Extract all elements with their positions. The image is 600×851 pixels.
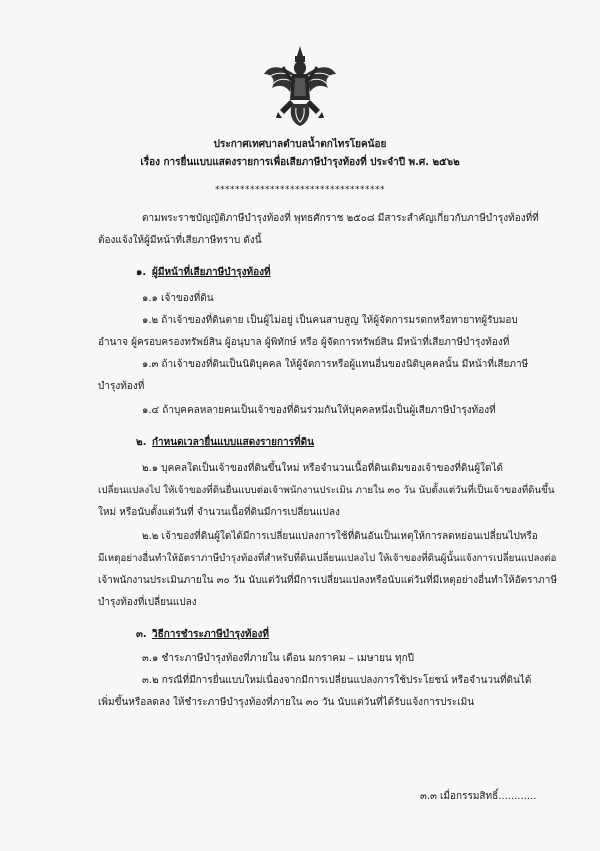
section-1-heading-no: ๑. [136,267,147,278]
intro-line-2: ต้องแจ้งให้ผู้มีหน้าที่เสียภาษีทราบ ดังนี้ [98,235,262,246]
section-1-line: ๑.๔ ถ้าบุคคลหลายคนเป็นเจ้าของที่ดินร่วมกันให้บุคคลหนึ่งเป็นผู้เสียภาษีบำรุงท้องที่ [142,405,496,416]
continuation-note: ๓.๓ เมื่อกรรมสิทธิ์............ [420,791,537,802]
section-3-heading-no: ๓. [136,629,147,640]
separator: ********************************** [215,185,385,195]
section-1-line: ๑.๓ ถ้าเจ้าของที่ดินเป็นนิติบุคคล ให้ผู้จัดการหรือผู้แทนอื่นของนิติบุคคลนั้น มีหน้าที่เสียภาษี [142,359,529,370]
section-1-line: ๑.๒ ถ้าเจ้าของที่ดินตาย เป็นผู้ไม่อยู่ เป็นคนสาบสูญ ให้ผู้จัดการมรดกหรือทายาทผู้รับมอบ [142,315,518,326]
section-2-line: ๒.๑ บุคคลใดเป็นเจ้าของที่ดินขึ้นใหม่ หรือจำนวนเนื้อที่ดินเดิมของเจ้าของที่ดินผู้ใดได้ [142,463,504,474]
document-subject: เรื่อง การยื่นแบบแสดงรายการเพื่อเสียภาษีบำรุงท้องที่ ประจำปี พ.ศ. ๒๕๖๒ [140,157,460,168]
section-2-line: ๒.๒ เจ้าของที่ดินผู้ใดได้มีการเปลี่ยนแปลงการใช้ที่ดินอันเป็นเหตุให้การลดหย่อนเปลี่ยนไปหรือ [142,531,538,542]
section-1-line: บำรุงท้องที่ [98,381,145,392]
section-3-heading: วิธีการชำระภาษีบำรุงท้องที่ [152,629,269,640]
section-2-line: มีเหตุอย่างอื่นทำให้อัตราภาษีบำรุงท้องที่สำหรับที่ดินเปลี่ยนแปลงไป ให้เจ้าของที่ดินผู้นั้นแจ้งการเปลี่ยนแปลงต่อ [98,553,557,564]
document-title: ประกาศเทศบาลตำบลน้ำตกไทรโยคน้อย [213,139,387,150]
section-3-line: ๓.๒ กรณีที่มีการยื่นแบบใหม่เนื่องจากมีการเปลี่ยนแปลงการใช้ประโยชน์ หรือจำนวนที่ดินได้ [142,675,532,686]
intro-line-1: ตามพระราชบัญญัติภาษีบำรุงท้องที่ พุทธศักราช ๒๕๐๘ มีสาระสำคัญเกี่ยวกับภาษีบำรุงท้องที่ที่ [142,213,539,224]
section-3-line: ๓.๑ ชำระภาษีบำรุงท้องที่ภายใน เดือน มกราคม – เมษายน ทุกปี [142,653,415,664]
section-3-line: เพิ่มขึ้นหรือลดลง ให้ชำระภาษีบำรุงท้องที่ภายใน ๓๐ วัน นับแต่วันที่ได้รับแจ้งการประเมิน [98,697,475,708]
section-1-line: ๑.๑ เจ้าของที่ดิน [142,293,214,304]
section-2-heading: กำหนดเวลายื่นแบบแสดงรายการที่ดิน [152,437,314,448]
section-1-line: อำนาจ ผู้ครอบครองทรัพย์สิน ผู้อนุบาล ผู้พิทักษ์ หรือ ผู้จัดการทรัพย์สิน มีหน้าที่เสียภาษีบำรุงท้องที่ [98,337,510,348]
section-2-line: เจ้าพนักงานประเมินภายใน ๓๐ วัน นับแต่วันที่มีการเปลี่ยนแปลงหรือนับแต่วันที่มีเหตุอย่างอื่นทำให้อัตราภาษี [98,575,557,586]
section-2-line: ใหม่ หรือนับตั้งแต่วันที่ จำนวนเนื้อที่ดินมีการเปลี่ยนแปลง [98,507,340,518]
section-2-heading-no: ๒. [136,437,147,448]
section-2-line: บำรุงท้องที่เปลี่ยนแปลง [98,597,197,608]
garuda-emblem-icon [262,44,338,128]
section-1-heading: ผู้มีหน้าที่เสียภาษีบำรุงท้องที่ [152,267,271,278]
section-2-line: เปลี่ยนแปลงไป ให้เจ้าของที่ดินยื่นแบบต่อเจ้าพนักงานประเมิน ภายใน ๓๐ วัน นับตั้งแต่วันที่เป็นเจ้าของที่ดินขึ้น [98,485,555,496]
